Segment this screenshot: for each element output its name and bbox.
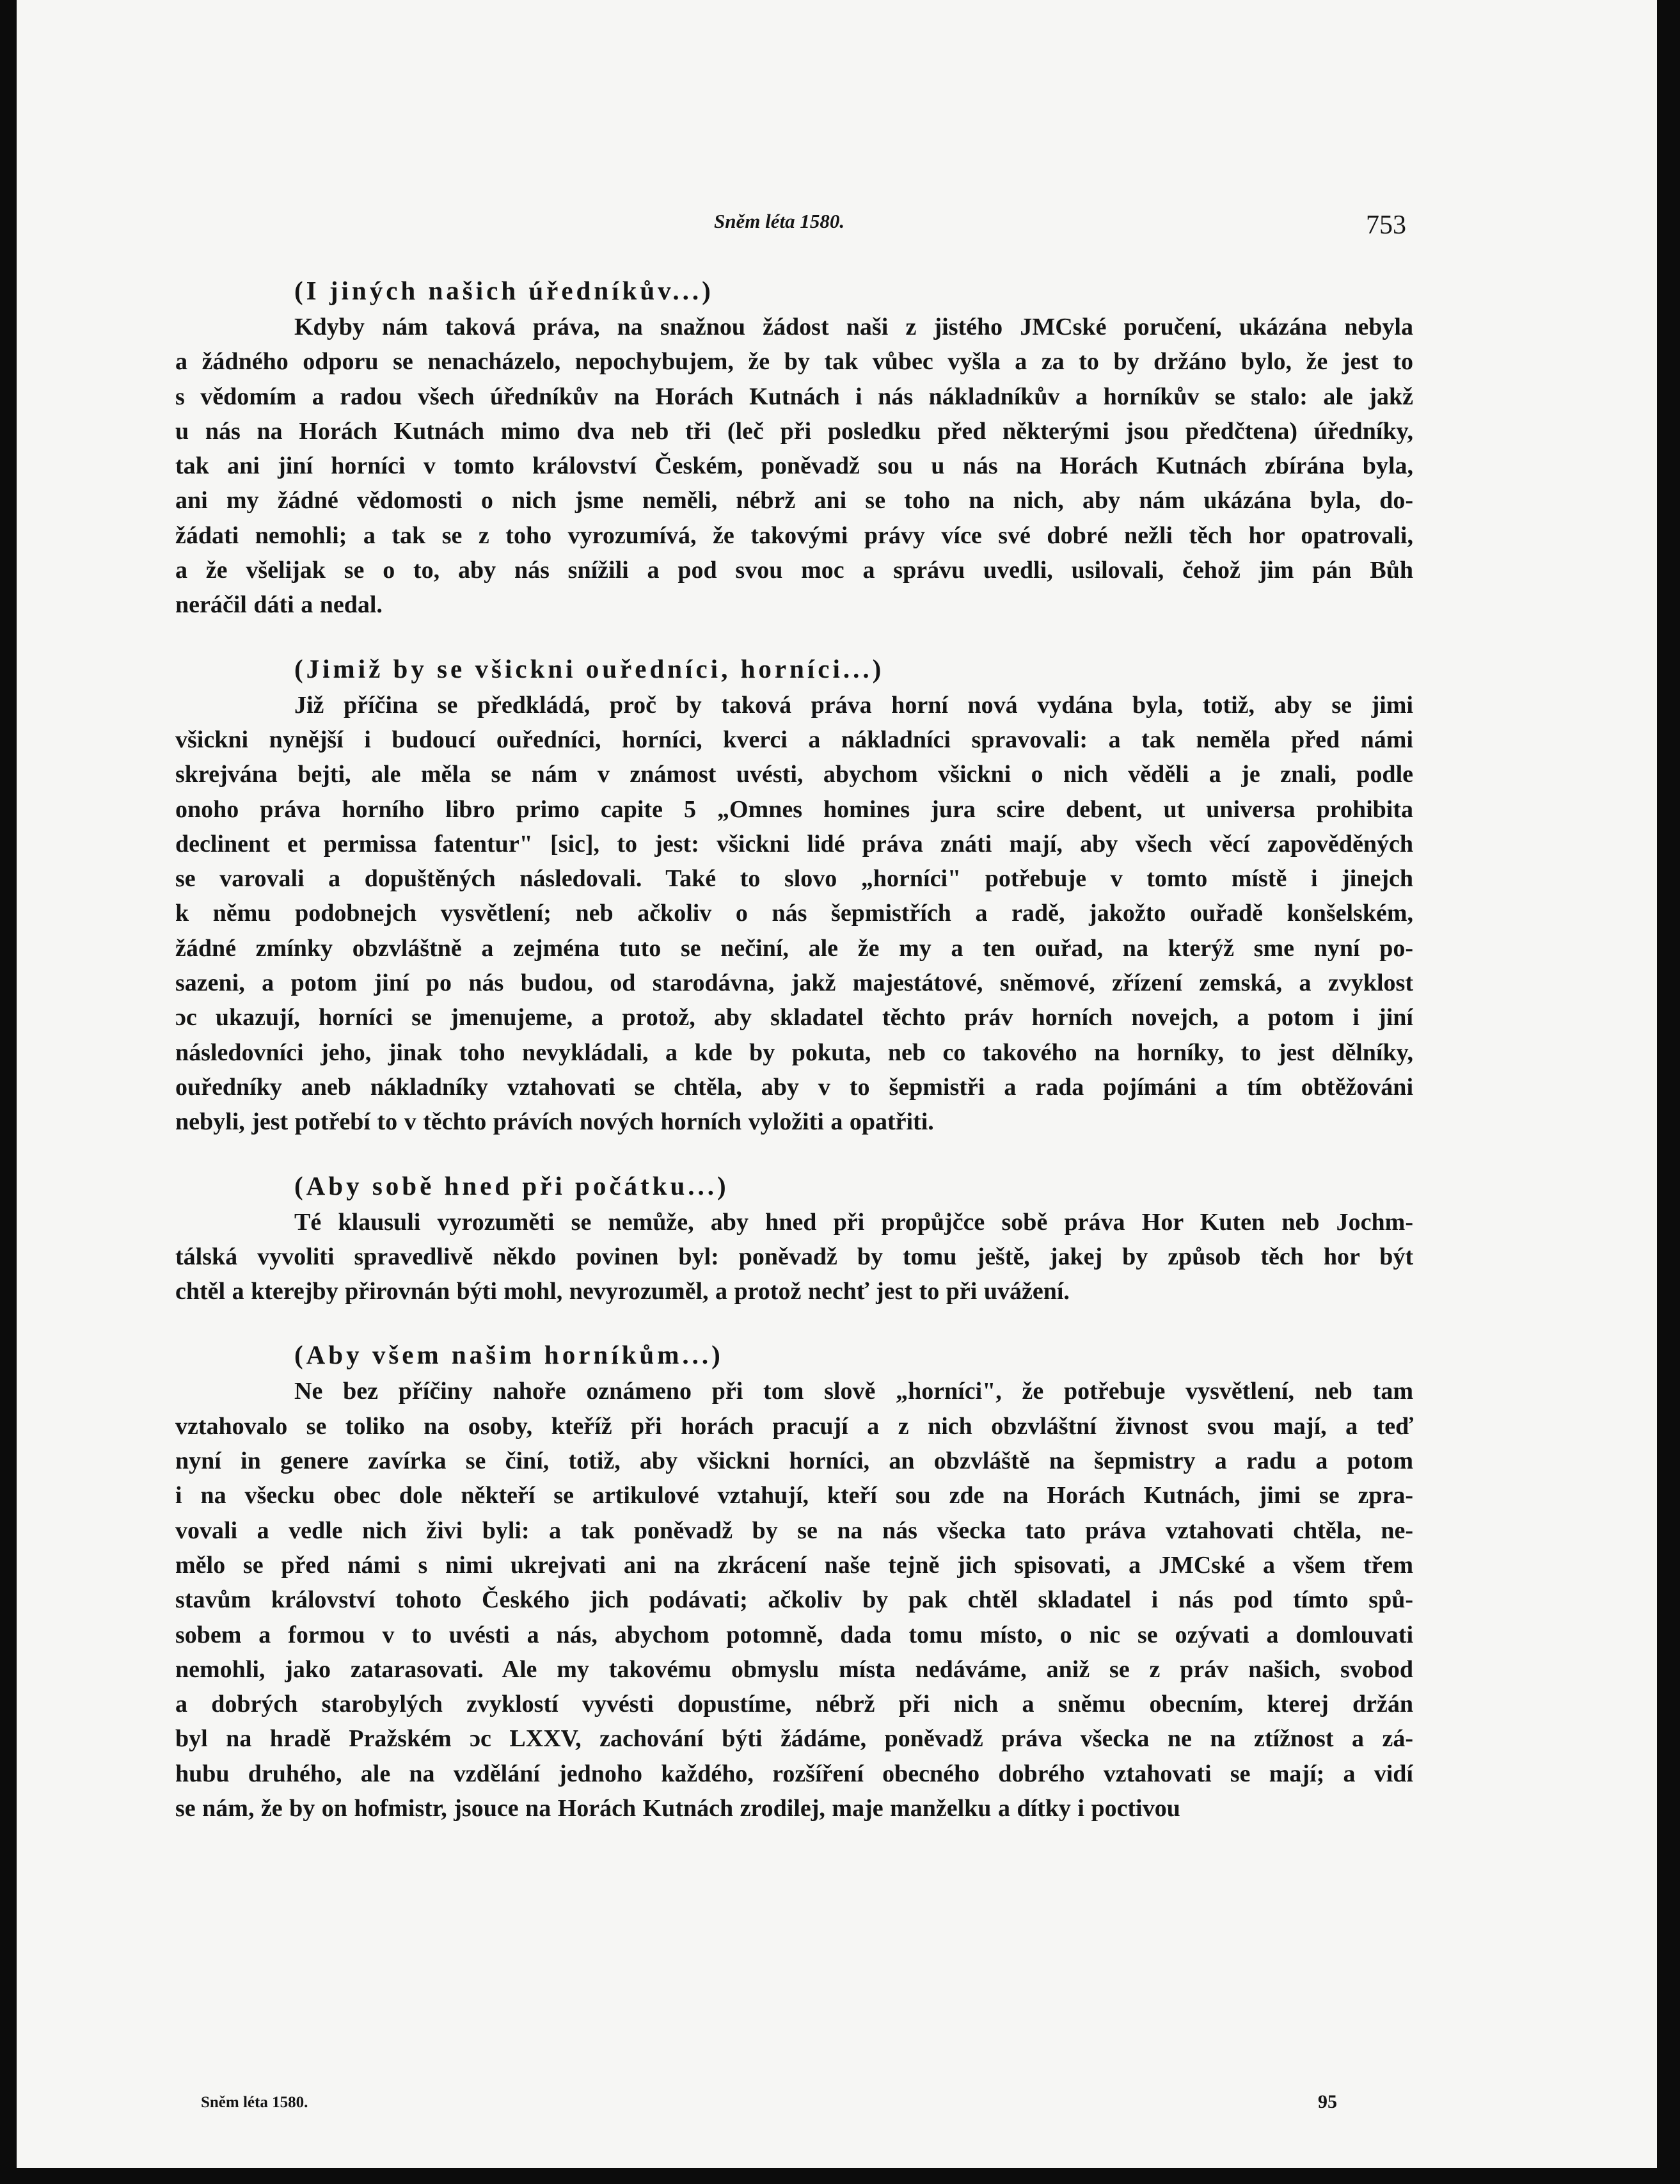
text-line: se varovali a dopuštěných následovali. Také to slovo „horníci" potřebuje v tomto místě i jinejch <box>175 865 1413 893</box>
text-line: mělo se před námi s nimi ukrejvati ani na zkrácení naše tejně jich spisovati, a JMCské a všem třem <box>175 1551 1413 1579</box>
text-line: skrejvána bejti, ale měla se nám v známost uvésti, abychom všickni o nich věděli a je znali, podle <box>175 761 1413 788</box>
text-line: nebyli, jest potřebí to v těchto právích nových horních vyložiti a opatřiti. <box>175 1108 934 1136</box>
text-line: žádné zmínky obzvláštně a zejména tuto se nečiní, ale že my a ten ouřad, na kterýž sme nyní po- <box>175 934 1413 962</box>
text-line: Kdyby nám taková práva, na snažnou žádost naši z jistého JMCské poručení, ukázána nebyla <box>294 314 1413 340</box>
text-line: i na všecku obec dole někteří se artikulové vztahují, kteří sou zde na Horách Kutnách, jimi se zpra- <box>175 1482 1413 1510</box>
document-body <box>175 274 1413 1855</box>
paragraph <box>175 310 1413 623</box>
text-line: neráčil dáti a nedal. <box>175 591 383 619</box>
text-line: ouředníky aneb nákladníky vztahovati se chtěla, aby v to šepmistři a rada pojímáni a tím obtěžováni <box>175 1073 1413 1101</box>
text-line: declinent et permissa fatentur" [sic], to jest: všickni lidé práva znáti mají, aby všech věcí zapověděných <box>175 830 1413 857</box>
text-line: vovali a vedle nich živi byli: a tak poněvadž by se na nás všecka tato práva vztahovati chtěla, ne- <box>175 1517 1413 1544</box>
text-line: ani my žádné vědomosti o nich jsme neměli, nébrž ani se toho na nich, aby nám ukázána byla, do- <box>175 487 1413 514</box>
text-line: se nám, že by on hofmistr, jsouce na Horách Kutnách zrodilej, maje manželku a dítky i poctivou <box>175 1794 1180 1822</box>
text-line: nyní in genere zavírka se činí, totiž, aby všickni horníci, an obzvláště na šepmistry a radu a potom <box>175 1447 1413 1475</box>
text-line: k němu podobnejch vysvětlení; neb ačkoliv o nás šepmistřích a radě, jakožto ouřadě konšelském, <box>175 900 1413 927</box>
text-line: ɔc ukazují, horníci se jmenujeme, a protož, aby skladatel těchto práv horních novejch, a potom i jiní <box>175 1004 1413 1032</box>
text-line: sazeni, a potom jiní po nás budou, od starodávna, jakž majestátové, sněmové, zřízení zemská, a zvyklost <box>175 969 1413 997</box>
text-line: všickni nynější i budoucí ouředníci, horníci, kverci a nákladníci spravovali: a tak neměla před námi <box>175 726 1413 753</box>
text-line: sobem a formou v to uvésti a nás, abychom potomně, dada tomu místo, o nic se ozývati a domlouvati <box>175 1621 1413 1648</box>
text-line: a žádného odporu se nenacházelo, nepochybujem, že by tak vůbec vyšla a za to by držáno bylo, že jest to <box>175 348 1413 376</box>
text-line: a dobrých starobylých zvyklostí vyvésti dopustíme, nébrž při nich a sněmu obecním, kterej držán <box>175 1691 1413 1718</box>
section <box>175 1169 1413 1309</box>
paragraph <box>175 1205 1413 1309</box>
text-line: vztahovalo se toliko na osoby, kteříž při horách pracují a z nich obzvláštní živnost svou mají, a teď <box>175 1412 1413 1440</box>
text-line: tak ani jiní horníci v tomto království Českém, poněvadž sou u nás na Horách Kutnách zbírána byla, <box>175 452 1413 480</box>
paragraph <box>175 1374 1413 1826</box>
paragraph <box>175 688 1413 1140</box>
section <box>175 274 1413 623</box>
text-line: následovníci jeho, jinak toho nevykládali, a kde by pokuta, neb co takového na horníky, to jest dělníky, <box>175 1039 1413 1066</box>
document-page <box>17 0 1657 2168</box>
section-heading: (I jiných našich úředníkův...) <box>294 276 714 305</box>
text-line: s vědomím a radou všech úředníkův na Horách Kutnách i nás nákladníkův a horníkův se stalo: ale jakž <box>175 383 1413 410</box>
page-header <box>17 203 1657 242</box>
text-line: stavům království tohoto Českého jich podávati; ačkoliv by pak chtěl skladatel i nás pod tímto spů- <box>175 1586 1413 1614</box>
section-heading: (Aby všem našim horníkům...) <box>294 1340 724 1370</box>
running-title: Sněm léta 1580. <box>714 210 845 232</box>
text-line: a že všelijak se o to, aby nás snížili a pod svou moc a správu uvedli, usilovali, čehož jim pán Bůh <box>175 557 1413 584</box>
page-footer <box>17 2091 1657 2119</box>
page-number: 753 <box>1366 211 1406 240</box>
text-line: byl na hradě Pražském ɔc LXXV, zachování býti žádáme, poněvadž práva všecka ne na ztížnost a zá- <box>175 1725 1413 1753</box>
text-line: nemohli, jako zatarasovati. Ale my takovému obmyslu místa nedáváme, aniž se z práv našich, svobod <box>175 1655 1413 1683</box>
text-line: Již příčina se předkládá, proč by taková práva horní nová vydána byla, totiž, aby se jimi <box>294 691 1413 719</box>
text-line: Té klausuli vyrozuměti se nemůže, aby hned při propůjčce sobě práva Hor Kuten neb Jochm- <box>294 1208 1413 1236</box>
section-heading: (Jimiž by se všickni ouředníci, horníci...) <box>294 653 885 683</box>
text-line: onoho práva horního libro primo capite 5 „Omnes homines jura scire debent, ut universa prohibita <box>175 795 1413 823</box>
text-line: žádati nemohli; a tak se z toho vyrozumívá, že takovými právy více své dobré nežli těch hor opatrovali, <box>175 522 1413 549</box>
text-line: u nás na Horách Kutnách mimo dva neb tři (leč při posledku před některými jsou předčtena) úředníky, <box>175 417 1413 445</box>
section <box>175 652 1413 1140</box>
text-line: Ne bez příčiny nahoře oznámeno při tom slově „horníci", že potřebuje vysvětlení, neb tam <box>294 1378 1413 1405</box>
text-line: tálská vyvoliti spravedlivě někdo povinen byl: poněvadž by tomu ještě, jakej by způsob těch hor být <box>175 1243 1413 1270</box>
sheet-number: 95 <box>1318 2091 1337 2112</box>
text-line: hubu druhého, ale na vzdělání jednoho každého, rozšíření obecného dobrého vztahovati se mají; a vidí <box>175 1760 1413 1787</box>
section-heading: (Aby sobě hned při počátku...) <box>294 1170 729 1200</box>
printer-signature: Sněm léta 1580. <box>201 2094 308 2111</box>
text-line: chtěl a kterejby přirovnán býti mohl, nevyrozuměl, a protož nechť jest to při uvážení. <box>175 1278 1070 1305</box>
section <box>175 1338 1413 1826</box>
